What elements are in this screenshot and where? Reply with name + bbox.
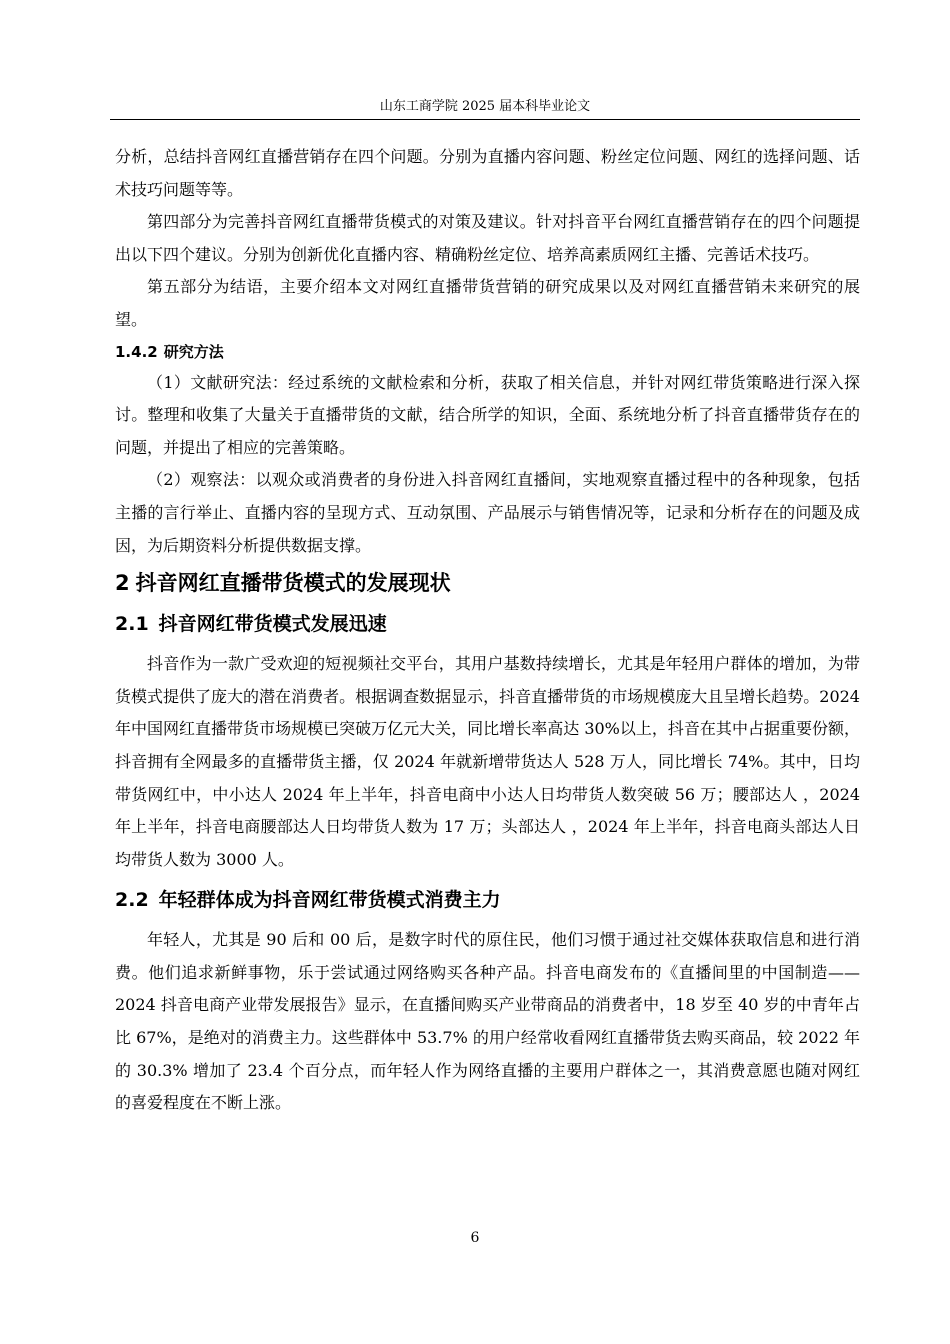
- section-heading-2-2: [115, 876, 860, 924]
- section-number: 2.2: [115, 889, 149, 912]
- page-number: 6: [470, 1230, 480, 1246]
- paragraph-literature-method: （1）文献研究法：经过系统的文献检索和分析，获取了相关信息，并针对网红带货策略进行深入探讨。整理和收集了大量关于直播带货的文献，结合所学的知识，全面、系统地分析了抖音直播带货存在的问题，并提出了相应的完善策略。: [115, 372, 860, 457]
- section-heading-1-4-2: [115, 337, 860, 367]
- page-content: [115, 141, 860, 1120]
- chapter-title: 抖音网红直播带货模式的发展现状: [135, 571, 451, 596]
- section-number: 1.4.2: [115, 342, 158, 361]
- running-header: 山东工商学院 2025 届本科毕业论文: [379, 99, 591, 114]
- paragraph-market-growth: 抖音作为一款广受欢迎的短视频社交平台，其用户基数持续增长，尤其是年轻用户群体的增加，为带货模式提供了庞大的潜在消费者。根据调查数据显示，抖音直播带货的市场规模庞大且呈增长趋势。2024 年中国网红直播带货市场规模已突破万亿元大关，同比增长率高达 30%以上，抖音在其中占据重要份额，抖音拥有全网最多的直播带货主播，仅 2024 年就新增带货达人 528 万人，同比增长 74%。其中，日均带货网红中，中小达人 2024 年上半年，抖音电商中小达人日均带货人数突破 56 万；腰部达人 ，2024 年上半年，抖音电商腰部达人日均带货人数为 17 万；头部达人 ，2024 年上半年，抖音电商头部达人日均带货人数为 3000 人。: [115, 654, 860, 869]
- section-number: 2.1: [115, 613, 149, 636]
- paragraph-continued: 分析，总结抖音网红直播营销存在四个问题。分别为直播内容问题、粉丝定位问题、网红的选择问题、话术技巧问题等等。: [115, 147, 860, 199]
- paragraph-young-consumers: 年轻人，尤其是 90 后和 00 后，是数字时代的原住民，他们习惯于通过社交媒体获取信息和进行消费。他们追求新鲜事物，乐于尝试通过网络购买各种产品。抖音电商发布的《直播间里的中国制造——2024 抖音电商产业带发展报告》显示，在直播间购买产业带商品的消费者中，18 岁至 40 岁的中青年占比 67%，是绝对的消费主力。这些群体中 53.7% 的用户经常收看网红直播带货去购买商品，较 2022 年的 30.3% 增加了 23.4 个百分点，而年轻人作为网络直播的主要用户群体之一，其消费意愿也随对网红的喜爱程度在不断上涨。: [115, 930, 860, 1113]
- section-title: 研究方法: [163, 342, 224, 361]
- section-title: 年轻群体成为抖音网红带货模式消费主力: [158, 889, 501, 912]
- paragraph-part-four: 第四部分为完善抖音网红直播带货模式的对策及建议。针对抖音平台网红直播营销存在的四个问题提出以下四个建议。分别为创新优化直播内容、精确粉丝定位、培养高素质网红主播、完善话术技巧。: [115, 212, 860, 264]
- chapter-heading-2: [115, 562, 860, 606]
- section-heading-2-1: [115, 606, 860, 648]
- section-title: 抖音网红带货模式发展迅速: [158, 613, 387, 636]
- chapter-number: 2: [115, 571, 130, 596]
- paragraph-observation-method: （2）观察法：以观众或消费者的身份进入抖音网红直播间，实地观察直播过程中的各种现象，包括主播的言行举止、直播内容的呈现方式、互动氛围、产品展示与销售情况等，记录和分析存在的问题及成因，为后期资料分析提供数据支撑。: [115, 470, 860, 555]
- header-rule: [110, 119, 860, 120]
- paragraph-part-five: 第五部分为结语，主要介绍本文对网红直播带货营销的研究成果以及对网红直播营销未来研究的展望。: [115, 277, 860, 329]
